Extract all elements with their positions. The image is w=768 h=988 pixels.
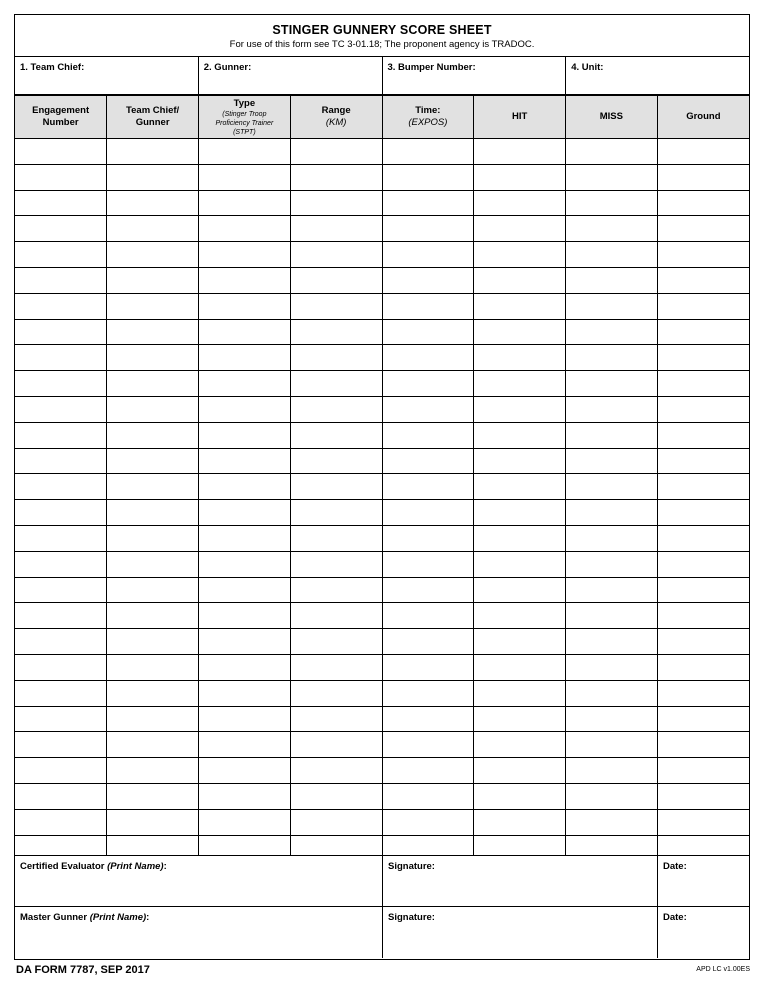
table-cell[interactable] <box>566 809 658 835</box>
table-cell[interactable] <box>290 293 382 319</box>
table-cell[interactable] <box>15 525 107 551</box>
table-row <box>15 164 749 190</box>
table-cell[interactable] <box>199 371 291 397</box>
table-row <box>15 190 749 216</box>
table-cell[interactable] <box>15 216 107 242</box>
table-cell[interactable] <box>382 629 474 655</box>
table-cell[interactable] <box>107 603 199 629</box>
table-cell[interactable] <box>474 577 566 603</box>
table-cell[interactable] <box>107 732 199 758</box>
gunner-label: 2. Gunner: <box>203 62 252 73</box>
table-cell[interactable] <box>290 371 382 397</box>
table-cell[interactable] <box>290 680 382 706</box>
table-cell[interactable] <box>382 396 474 422</box>
table-cell[interactable] <box>566 448 658 474</box>
table-cell[interactable] <box>657 500 749 526</box>
table-cell[interactable] <box>474 500 566 526</box>
table-cell[interactable] <box>382 783 474 809</box>
table-cell[interactable] <box>657 293 749 319</box>
table-cell[interactable] <box>290 422 382 448</box>
table-cell[interactable] <box>474 474 566 500</box>
table-cell[interactable] <box>107 577 199 603</box>
table-row <box>15 525 749 551</box>
table-cell[interactable] <box>15 448 107 474</box>
header-ground: Ground <box>657 96 749 139</box>
table-row <box>15 448 749 474</box>
table-cell[interactable] <box>290 809 382 835</box>
table-cell[interactable] <box>382 345 474 371</box>
table-cell[interactable] <box>107 293 199 319</box>
table-cell[interactable] <box>566 396 658 422</box>
table-cell[interactable] <box>290 190 382 216</box>
table-cell[interactable] <box>382 525 474 551</box>
table-cell[interactable] <box>474 551 566 577</box>
table-cell[interactable] <box>290 654 382 680</box>
table-cell[interactable] <box>657 835 749 856</box>
table-cell[interactable] <box>657 654 749 680</box>
table-cell[interactable] <box>15 371 107 397</box>
header-row <box>15 96 749 139</box>
table-cell[interactable] <box>474 164 566 190</box>
table-row <box>15 577 749 603</box>
table-cell[interactable] <box>199 680 291 706</box>
table-cell[interactable] <box>107 242 199 268</box>
header-hit: HIT <box>474 96 566 139</box>
table-cell[interactable] <box>290 500 382 526</box>
score-table-body <box>15 139 749 857</box>
table-row <box>15 783 749 809</box>
table-cell[interactable] <box>382 732 474 758</box>
table-cell[interactable] <box>382 551 474 577</box>
table-cell[interactable] <box>474 422 566 448</box>
table-row <box>15 758 749 784</box>
table-cell[interactable] <box>290 164 382 190</box>
table-cell[interactable] <box>199 319 291 345</box>
table-cell[interactable] <box>107 164 199 190</box>
table-row <box>15 139 749 165</box>
table-cell[interactable] <box>15 474 107 500</box>
info-row <box>15 57 749 95</box>
table-cell[interactable] <box>15 706 107 732</box>
evaluator-row <box>15 856 749 907</box>
form-number: DA FORM 7787, SEP 2017 <box>16 964 150 976</box>
table-cell[interactable] <box>566 577 658 603</box>
header-range: Range (KM) <box>290 96 382 139</box>
table-cell[interactable] <box>199 448 291 474</box>
table-cell[interactable] <box>566 371 658 397</box>
table-cell[interactable] <box>566 319 658 345</box>
header-team-chief-gunner: Team Chief/ Gunner <box>107 96 199 139</box>
table-cell[interactable] <box>290 242 382 268</box>
table-cell[interactable] <box>290 216 382 242</box>
table-row <box>15 293 749 319</box>
table-cell[interactable] <box>15 345 107 371</box>
table-cell[interactable] <box>657 422 749 448</box>
header-miss: MISS <box>566 96 658 139</box>
table-cell[interactable] <box>107 551 199 577</box>
table-cell[interactable] <box>199 242 291 268</box>
bumper-number-field[interactable] <box>383 57 567 94</box>
table-cell[interactable] <box>15 551 107 577</box>
table-cell[interactable] <box>474 680 566 706</box>
table-cell[interactable] <box>566 835 658 856</box>
table-cell[interactable] <box>107 448 199 474</box>
table-cell[interactable] <box>290 835 382 856</box>
form-version: APD LC v1.00ES <box>696 966 750 973</box>
table-cell[interactable] <box>107 629 199 655</box>
table-cell[interactable] <box>199 164 291 190</box>
table-cell[interactable] <box>657 164 749 190</box>
table-cell[interactable] <box>107 319 199 345</box>
table-cell[interactable] <box>199 835 291 856</box>
table-cell[interactable] <box>290 345 382 371</box>
table-cell[interactable] <box>657 809 749 835</box>
table-cell[interactable] <box>107 216 199 242</box>
table-cell[interactable] <box>382 577 474 603</box>
table-cell[interactable] <box>15 500 107 526</box>
table-cell[interactable] <box>199 474 291 500</box>
table-cell[interactable] <box>382 500 474 526</box>
table-row <box>15 732 749 758</box>
table-cell[interactable] <box>382 654 474 680</box>
table-cell[interactable] <box>382 448 474 474</box>
table-cell[interactable] <box>199 500 291 526</box>
table-row <box>15 422 749 448</box>
table-cell[interactable] <box>566 242 658 268</box>
table-cell[interactable] <box>382 293 474 319</box>
table-cell[interactable] <box>15 680 107 706</box>
table-cell[interactable] <box>657 603 749 629</box>
table-row <box>15 706 749 732</box>
table-row <box>15 629 749 655</box>
table-cell[interactable] <box>15 242 107 268</box>
table-cell[interactable] <box>382 371 474 397</box>
table-cell[interactable] <box>657 758 749 784</box>
table-cell[interactable] <box>199 654 291 680</box>
table-cell[interactable] <box>474 293 566 319</box>
table-cell[interactable] <box>474 267 566 293</box>
table-cell[interactable] <box>15 319 107 345</box>
table-cell[interactable] <box>657 190 749 216</box>
table-cell[interactable] <box>382 680 474 706</box>
table-row <box>15 680 749 706</box>
table-cell[interactable] <box>474 758 566 784</box>
table-cell[interactable] <box>474 732 566 758</box>
table-cell[interactable] <box>199 216 291 242</box>
team-chief-label: 1. Team Chief: <box>20 62 85 73</box>
table-cell[interactable] <box>566 732 658 758</box>
table-cell[interactable] <box>566 345 658 371</box>
table-cell[interactable] <box>657 371 749 397</box>
table-cell[interactable] <box>657 577 749 603</box>
table-cell[interactable] <box>657 319 749 345</box>
master-gunner-signature-field[interactable]: Signature: <box>383 907 658 958</box>
table-cell[interactable] <box>382 242 474 268</box>
table-cell[interactable] <box>199 267 291 293</box>
table-cell[interactable] <box>107 525 199 551</box>
table-cell[interactable] <box>382 216 474 242</box>
table-cell[interactable] <box>107 267 199 293</box>
table-cell[interactable] <box>657 680 749 706</box>
table-cell[interactable] <box>382 603 474 629</box>
table-cell[interactable] <box>290 783 382 809</box>
table-cell[interactable] <box>657 525 749 551</box>
evaluator-name-field[interactable]: Certified Evaluator (Print Name): <box>15 856 383 906</box>
table-row <box>15 654 749 680</box>
table-cell[interactable] <box>474 706 566 732</box>
table-cell[interactable] <box>474 139 566 165</box>
table-cell[interactable] <box>199 525 291 551</box>
table-cell[interactable] <box>566 758 658 784</box>
table-cell[interactable] <box>566 190 658 216</box>
table-row <box>15 371 749 397</box>
table-cell[interactable] <box>15 577 107 603</box>
table-cell[interactable] <box>199 783 291 809</box>
table-cell[interactable] <box>382 422 474 448</box>
table-cell[interactable] <box>474 319 566 345</box>
table-cell[interactable] <box>290 732 382 758</box>
table-cell[interactable] <box>657 706 749 732</box>
table-cell[interactable] <box>199 551 291 577</box>
table-cell[interactable] <box>15 629 107 655</box>
table-cell[interactable] <box>290 551 382 577</box>
table-cell[interactable] <box>290 448 382 474</box>
table-cell[interactable] <box>382 758 474 784</box>
table-cell[interactable] <box>382 474 474 500</box>
table-cell[interactable] <box>107 396 199 422</box>
table-cell[interactable] <box>107 474 199 500</box>
table-cell[interactable] <box>566 422 658 448</box>
table-cell[interactable] <box>290 139 382 165</box>
table-cell[interactable] <box>15 293 107 319</box>
table-cell[interactable] <box>290 396 382 422</box>
score-sheet-form <box>14 14 750 960</box>
table-cell[interactable] <box>566 216 658 242</box>
table-cell[interactable] <box>474 242 566 268</box>
table-cell[interactable] <box>107 835 199 856</box>
table-cell[interactable] <box>15 190 107 216</box>
table-cell[interactable] <box>107 422 199 448</box>
table-row <box>15 216 749 242</box>
table-cell[interactable] <box>107 654 199 680</box>
table-cell[interactable] <box>474 629 566 655</box>
table-row <box>15 551 749 577</box>
table-cell[interactable] <box>474 190 566 216</box>
table-row <box>15 809 749 835</box>
table-cell[interactable] <box>107 783 199 809</box>
table-cell[interactable] <box>199 758 291 784</box>
table-cell[interactable] <box>199 396 291 422</box>
table-row <box>15 474 749 500</box>
table-cell[interactable] <box>657 448 749 474</box>
master-gunner-name-field[interactable]: Master Gunner (Print Name): <box>15 907 383 958</box>
unit-field[interactable] <box>566 57 749 94</box>
form-subtitle: For use of this form see TC 3-01.18; The proponent agency is TRADOC. <box>229 39 535 50</box>
table-cell[interactable] <box>657 551 749 577</box>
table-cell[interactable] <box>657 242 749 268</box>
table-cell[interactable] <box>566 706 658 732</box>
table-row <box>15 242 749 268</box>
table-cell[interactable] <box>199 629 291 655</box>
table-cell[interactable] <box>382 809 474 835</box>
table-cell[interactable] <box>474 371 566 397</box>
header-time: Time: (EXPOS) <box>382 96 474 139</box>
table-cell[interactable] <box>657 345 749 371</box>
table-cell[interactable] <box>474 216 566 242</box>
table-cell[interactable] <box>15 422 107 448</box>
table-cell[interactable] <box>290 758 382 784</box>
header-engagement-number: Engagement Number <box>15 96 107 139</box>
table-cell[interactable] <box>566 603 658 629</box>
table-cell[interactable] <box>199 293 291 319</box>
score-table-wrapper <box>15 95 749 856</box>
table-cell[interactable] <box>107 139 199 165</box>
table-cell[interactable] <box>107 345 199 371</box>
table-cell[interactable] <box>107 190 199 216</box>
table-cell[interactable] <box>566 629 658 655</box>
table-cell[interactable] <box>566 783 658 809</box>
table-cell[interactable] <box>566 525 658 551</box>
table-cell[interactable] <box>657 396 749 422</box>
table-cell[interactable] <box>657 474 749 500</box>
gunner-field[interactable] <box>199 57 383 94</box>
table-cell[interactable] <box>657 139 749 165</box>
table-cell[interactable] <box>657 629 749 655</box>
table-cell[interactable] <box>566 474 658 500</box>
table-cell[interactable] <box>382 706 474 732</box>
table-cell[interactable] <box>290 706 382 732</box>
table-cell[interactable] <box>382 835 474 856</box>
unit-label: 4. Unit: <box>571 62 604 73</box>
table-cell[interactable] <box>566 164 658 190</box>
table-cell[interactable] <box>15 809 107 835</box>
table-cell[interactable] <box>199 706 291 732</box>
table-cell[interactable] <box>657 783 749 809</box>
table-cell[interactable] <box>290 629 382 655</box>
table-cell[interactable] <box>657 267 749 293</box>
table-cell[interactable] <box>107 758 199 784</box>
table-cell[interactable] <box>474 525 566 551</box>
evaluator-signature-field[interactable]: Signature: <box>383 856 658 906</box>
table-cell[interactable] <box>474 809 566 835</box>
team-chief-field[interactable] <box>15 57 199 94</box>
table-cell[interactable] <box>107 500 199 526</box>
table-row <box>15 267 749 293</box>
table-cell[interactable] <box>199 809 291 835</box>
table-cell[interactable] <box>15 267 107 293</box>
table-cell[interactable] <box>290 267 382 293</box>
table-cell[interactable] <box>566 293 658 319</box>
table-cell[interactable] <box>474 603 566 629</box>
bumper-number-label: 3. Bumper Number: <box>387 62 476 73</box>
table-cell[interactable] <box>566 654 658 680</box>
table-cell[interactable] <box>15 396 107 422</box>
table-cell[interactable] <box>657 732 749 758</box>
table-cell[interactable] <box>474 345 566 371</box>
form-title: STINGER GUNNERY SCORE SHEET <box>272 23 492 37</box>
table-cell[interactable] <box>474 396 566 422</box>
table-cell[interactable] <box>290 319 382 345</box>
table-cell[interactable] <box>566 267 658 293</box>
table-cell[interactable] <box>107 680 199 706</box>
table-cell[interactable] <box>107 371 199 397</box>
table-cell[interactable] <box>382 267 474 293</box>
table-row <box>15 396 749 422</box>
table-cell[interactable] <box>657 216 749 242</box>
table-cell[interactable] <box>199 422 291 448</box>
evaluator-date-field[interactable]: Date: <box>663 861 687 872</box>
table-cell[interactable] <box>199 345 291 371</box>
table-cell[interactable] <box>15 139 107 165</box>
score-table <box>15 95 749 856</box>
table-cell[interactable] <box>382 164 474 190</box>
table-row <box>15 345 749 371</box>
table-cell[interactable] <box>566 680 658 706</box>
table-cell[interactable] <box>474 654 566 680</box>
table-cell[interactable] <box>199 732 291 758</box>
table-cell[interactable] <box>382 319 474 345</box>
table-cell[interactable] <box>290 525 382 551</box>
table-cell[interactable] <box>199 603 291 629</box>
table-cell[interactable] <box>474 448 566 474</box>
table-cell[interactable] <box>15 783 107 809</box>
table-cell[interactable] <box>290 603 382 629</box>
master-gunner-date-field[interactable]: Date: <box>663 912 687 923</box>
table-cell[interactable] <box>566 500 658 526</box>
master-gunner-row <box>15 907 749 958</box>
table-cell[interactable] <box>290 577 382 603</box>
header-type: Type (Stinger Troop Proficiency Trainer (STPT) <box>199 96 291 139</box>
table-row <box>15 603 749 629</box>
table-cell[interactable] <box>15 758 107 784</box>
table-cell[interactable] <box>566 551 658 577</box>
table-cell[interactable] <box>199 577 291 603</box>
table-cell[interactable] <box>107 706 199 732</box>
table-cell[interactable] <box>15 164 107 190</box>
table-cell[interactable] <box>474 835 566 856</box>
table-cell[interactable] <box>474 783 566 809</box>
table-cell[interactable] <box>199 190 291 216</box>
table-cell[interactable] <box>15 603 107 629</box>
table-cell[interactable] <box>566 139 658 165</box>
table-row <box>15 500 749 526</box>
table-cell[interactable] <box>15 654 107 680</box>
table-cell[interactable] <box>199 139 291 165</box>
table-cell[interactable] <box>382 139 474 165</box>
form-header <box>15 15 749 57</box>
table-cell[interactable] <box>107 809 199 835</box>
table-cell[interactable] <box>15 732 107 758</box>
table-cell[interactable] <box>15 835 107 856</box>
table-row <box>15 319 749 345</box>
table-cell[interactable] <box>290 474 382 500</box>
table-row <box>15 835 749 856</box>
table-cell[interactable] <box>382 190 474 216</box>
